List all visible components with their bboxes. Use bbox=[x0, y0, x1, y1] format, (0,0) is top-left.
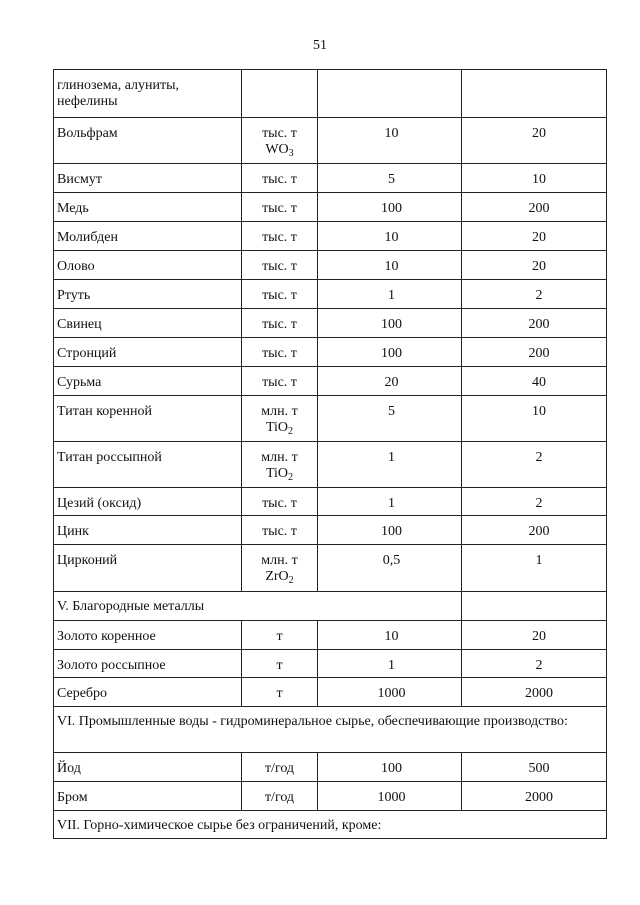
unit-text: тыс. т bbox=[262, 288, 297, 303]
resource-name bbox=[54, 367, 242, 396]
unit-formula: TiO bbox=[265, 466, 289, 481]
resource-name bbox=[54, 338, 242, 367]
value-text: 40 bbox=[532, 375, 546, 390]
value-text: 1 bbox=[535, 553, 543, 568]
unit-text: т/год bbox=[264, 790, 295, 805]
value-cell-1 bbox=[318, 753, 462, 782]
value-cell-2 bbox=[462, 516, 607, 545]
table-row bbox=[54, 442, 607, 488]
value-cell-2 bbox=[462, 396, 607, 442]
resource-name bbox=[54, 70, 242, 118]
resource-name-text: Вольфрам bbox=[57, 126, 118, 141]
unit-formula-subscript: 2 bbox=[288, 472, 294, 483]
value-cell-2 bbox=[462, 621, 607, 650]
value-text: 100 bbox=[381, 524, 402, 539]
value-text: 20 bbox=[532, 629, 546, 644]
unit-formula: ZrO bbox=[265, 569, 289, 584]
value-cell-1 bbox=[318, 280, 462, 309]
unit-cell bbox=[242, 280, 318, 309]
section-row bbox=[54, 707, 607, 753]
unit-cell bbox=[242, 164, 318, 193]
value-cell-2 bbox=[462, 164, 607, 193]
value-text: 1000 bbox=[377, 686, 406, 701]
unit-cell bbox=[242, 251, 318, 280]
unit-cell bbox=[242, 621, 318, 650]
unit-cell bbox=[242, 309, 318, 338]
value-text: 2 bbox=[535, 658, 543, 673]
unit-cell bbox=[242, 367, 318, 396]
resource-name-text: Цезий (оксид) bbox=[57, 496, 142, 511]
section-heading-text: V. Благородные металлы bbox=[57, 599, 205, 614]
value-cell-1 bbox=[318, 516, 462, 545]
value-cell-1 bbox=[318, 338, 462, 367]
unit-formula-subscript: 2 bbox=[288, 426, 294, 437]
unit-cell bbox=[242, 70, 318, 118]
value-text: 200 bbox=[528, 524, 550, 539]
unit-text: тыс. т bbox=[262, 201, 297, 216]
resource-name-text: Висмут bbox=[57, 172, 103, 187]
unit-cell bbox=[242, 193, 318, 222]
value-text: 10 bbox=[384, 629, 399, 644]
unit-cell bbox=[242, 545, 318, 592]
table-row bbox=[54, 193, 607, 222]
table-row bbox=[54, 396, 607, 442]
table-row bbox=[54, 251, 607, 280]
value-text: 200 bbox=[528, 201, 550, 216]
resource-name-text: Свинец bbox=[57, 317, 102, 332]
resource-name bbox=[54, 753, 242, 782]
resource-name bbox=[54, 488, 242, 516]
value-cell-1 bbox=[318, 222, 462, 251]
value-cell-2 bbox=[462, 545, 607, 592]
unit-text: тыс. т bbox=[262, 524, 297, 539]
resource-name bbox=[54, 545, 242, 592]
unit-text: млн. т bbox=[261, 404, 298, 419]
value-text: 2 bbox=[535, 450, 543, 465]
unit-cell bbox=[242, 488, 318, 516]
unit-cell bbox=[242, 338, 318, 367]
value-text: 5 bbox=[388, 172, 395, 187]
value-text: 0,5 bbox=[382, 553, 401, 568]
value-cell-2 bbox=[462, 338, 607, 367]
value-cell-1 bbox=[318, 621, 462, 650]
value-cell-1 bbox=[318, 164, 462, 193]
value-cell-1 bbox=[318, 193, 462, 222]
table-row bbox=[54, 621, 607, 650]
value-cell-2 bbox=[462, 193, 607, 222]
value-text: 20 bbox=[532, 230, 546, 245]
value-cell-2 bbox=[462, 650, 607, 678]
value-cell-1 bbox=[318, 488, 462, 516]
value-text: 500 bbox=[528, 761, 550, 776]
value-cell-1 bbox=[318, 678, 462, 707]
value-text: 2 bbox=[535, 496, 543, 511]
resource-name bbox=[54, 164, 242, 193]
resource-name bbox=[54, 396, 242, 442]
unit-text: млн. т bbox=[261, 553, 298, 568]
resource-name-text: Золото россыпное bbox=[57, 658, 166, 673]
value-cell-2 bbox=[462, 251, 607, 280]
table-row bbox=[54, 70, 607, 118]
value-cell-2 bbox=[462, 280, 607, 309]
resource-name bbox=[54, 782, 242, 811]
value-cell-2 bbox=[462, 118, 607, 164]
value-text: 100 bbox=[381, 201, 402, 216]
value-cell-2 bbox=[462, 782, 607, 811]
value-text: 20 bbox=[532, 259, 546, 274]
unit-text: т/год bbox=[264, 761, 295, 776]
resource-name bbox=[54, 678, 242, 707]
unit-text: тыс. т bbox=[262, 375, 297, 390]
table-row bbox=[54, 678, 607, 707]
resource-name bbox=[54, 621, 242, 650]
unit-text: млн. т bbox=[261, 450, 298, 465]
value-text: 20 bbox=[384, 375, 399, 390]
section-heading bbox=[54, 811, 607, 839]
resource-name-text: Титан коренной bbox=[57, 404, 152, 419]
value-cell-2 bbox=[462, 222, 607, 251]
value-cell-1 bbox=[318, 782, 462, 811]
value-text: 1 bbox=[388, 450, 395, 465]
table-row bbox=[54, 650, 607, 678]
table-row bbox=[54, 753, 607, 782]
value-cell-1 bbox=[318, 396, 462, 442]
resource-name bbox=[54, 650, 242, 678]
resource-name bbox=[54, 193, 242, 222]
value-cell-2 bbox=[462, 678, 607, 707]
resource-name-text: Цинк bbox=[57, 524, 89, 539]
value-cell-1 bbox=[318, 309, 462, 338]
value-text: 10 bbox=[532, 404, 546, 419]
value-cell-2 bbox=[462, 442, 607, 488]
value-cell-1 bbox=[318, 118, 462, 164]
unit-cell bbox=[242, 222, 318, 251]
table-row bbox=[54, 782, 607, 811]
resource-name-text: Стронций bbox=[57, 346, 117, 361]
value-cell-2 bbox=[462, 309, 607, 338]
unit-formula-subscript: 2 bbox=[288, 575, 294, 586]
resource-name-text: Серебро bbox=[57, 686, 108, 701]
section-row bbox=[54, 811, 607, 839]
table-row bbox=[54, 222, 607, 251]
table-row bbox=[54, 280, 607, 309]
value-text: 100 bbox=[381, 761, 402, 776]
unit-formula: WO bbox=[265, 142, 289, 157]
resource-name-text: Титан россыпной bbox=[57, 450, 162, 465]
table-row bbox=[54, 309, 607, 338]
section-heading bbox=[54, 707, 607, 753]
value-text: 2000 bbox=[525, 686, 553, 701]
resource-name bbox=[54, 442, 242, 488]
resource-name-text: Медь bbox=[57, 201, 89, 216]
table-row bbox=[54, 367, 607, 396]
resource-name bbox=[54, 118, 242, 164]
unit-text: тыс. т bbox=[262, 230, 297, 245]
value-text: 10 bbox=[384, 126, 399, 141]
unit-text: тыс. т bbox=[262, 317, 297, 332]
unit-formula: TiO bbox=[265, 420, 289, 435]
resource-name-text: Олово bbox=[57, 259, 95, 274]
resource-name-text: Цирконий bbox=[57, 553, 118, 568]
value-text: 1 bbox=[388, 496, 395, 511]
resources-table bbox=[53, 69, 607, 839]
unit-formula-subscript: 3 bbox=[288, 148, 294, 159]
unit-text: тыс. т bbox=[262, 126, 297, 141]
value-cell-1 bbox=[318, 70, 462, 118]
resource-name-text: Сурьма bbox=[57, 375, 102, 390]
unit-text: т bbox=[276, 629, 283, 644]
table-row bbox=[54, 545, 607, 592]
table-row bbox=[54, 338, 607, 367]
resource-name-text: глинозема, алуниты, нефелины bbox=[57, 78, 180, 109]
value-cell-2 bbox=[462, 488, 607, 516]
unit-cell bbox=[242, 516, 318, 545]
value-text: 10 bbox=[384, 230, 399, 245]
table-row bbox=[54, 516, 607, 545]
value-cell-1 bbox=[318, 251, 462, 280]
value-text: 20 bbox=[532, 126, 546, 141]
value-text: 5 bbox=[388, 404, 395, 419]
section-heading-text: VII. Горно-химическое сырье без ограничений, кроме: bbox=[57, 818, 382, 833]
section-heading-text: VI. Промышленные воды - гидроминеральное сырье, обеспечивающие производство: bbox=[57, 714, 568, 729]
table-row bbox=[54, 488, 607, 516]
value-cell-2 bbox=[462, 753, 607, 782]
resource-name bbox=[54, 280, 242, 309]
unit-cell bbox=[242, 442, 318, 488]
section-heading bbox=[54, 592, 462, 621]
unit-cell bbox=[242, 753, 318, 782]
unit-text: т bbox=[276, 658, 283, 673]
value-text: 200 bbox=[528, 317, 550, 332]
value-cell-1 bbox=[318, 545, 462, 592]
resource-name-text: Йод bbox=[57, 761, 81, 776]
resource-name bbox=[54, 222, 242, 251]
resource-name-text: Молибден bbox=[57, 230, 118, 245]
resource-name bbox=[54, 309, 242, 338]
unit-text: тыс. т bbox=[262, 346, 297, 361]
unit-cell bbox=[242, 650, 318, 678]
unit-text: тыс. т bbox=[262, 172, 297, 187]
unit-text: тыс. т bbox=[262, 496, 297, 511]
value-cell-1 bbox=[318, 442, 462, 488]
value-text: 100 bbox=[381, 317, 402, 332]
value-cell-1 bbox=[318, 650, 462, 678]
resource-name-text: Ртуть bbox=[57, 288, 91, 303]
table-body bbox=[54, 70, 607, 839]
unit-text: т bbox=[276, 686, 283, 701]
value-text: 1 bbox=[388, 288, 395, 303]
value-cell-2 bbox=[462, 367, 607, 396]
table-row bbox=[54, 118, 607, 164]
value-text: 1 bbox=[388, 658, 395, 673]
section-row bbox=[54, 592, 607, 621]
unit-cell bbox=[242, 782, 318, 811]
value-text: 1000 bbox=[377, 790, 406, 805]
value-text: 10 bbox=[384, 259, 399, 274]
value-text: 100 bbox=[381, 346, 402, 361]
resource-name bbox=[54, 251, 242, 280]
resource-name bbox=[54, 516, 242, 545]
empty-cell bbox=[462, 592, 607, 621]
value-text: 2 bbox=[535, 288, 543, 303]
value-text: 10 bbox=[532, 172, 546, 187]
page-number: 51 bbox=[313, 38, 327, 53]
value-cell-1 bbox=[318, 367, 462, 396]
resource-name-text: Бром bbox=[57, 790, 88, 805]
unit-text: тыс. т bbox=[262, 259, 297, 274]
unit-cell bbox=[242, 678, 318, 707]
unit-cell bbox=[242, 396, 318, 442]
resource-name-text: Золото коренное bbox=[57, 629, 156, 644]
value-text: 2000 bbox=[525, 790, 553, 805]
unit-cell bbox=[242, 118, 318, 164]
table-row bbox=[54, 164, 607, 193]
value-cell-2 bbox=[462, 70, 607, 118]
value-text: 200 bbox=[528, 346, 550, 361]
